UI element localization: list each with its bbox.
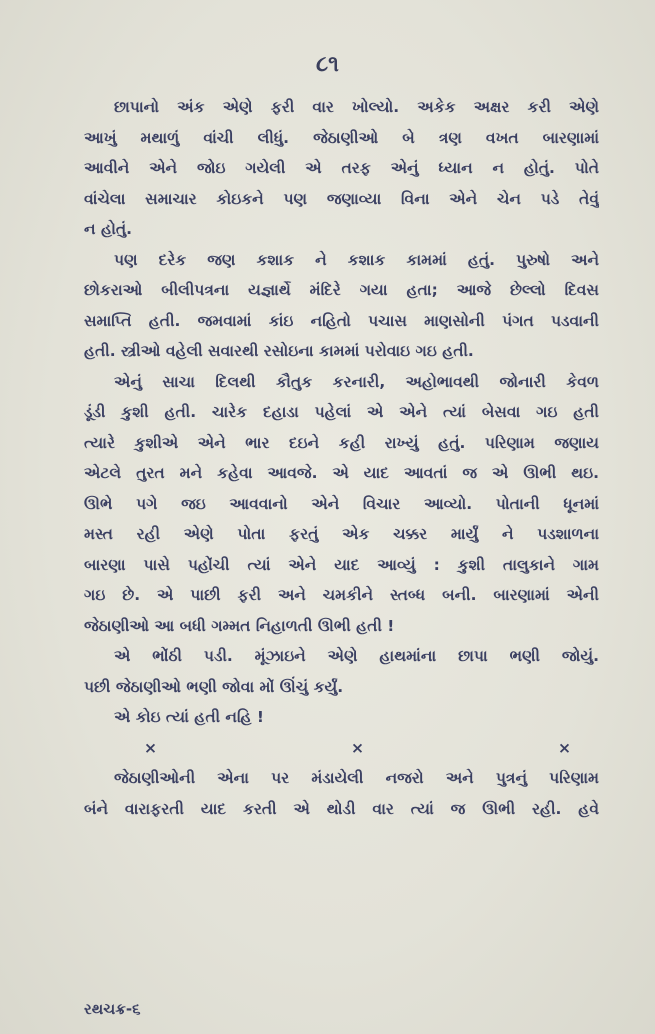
text-line: ગઇ છે. એ પાછી ફરી અને ચમકીને સ્તબ્ધ બની. બારણામાં એની <box>84 586 599 604</box>
text-line: એ ભોંઠી પડી. મૂંઝાઇને એણે હાથમાંના છાપા ભણી જોયું. <box>114 647 599 665</box>
text-line: મસ્ત રહી એણે પોતા ફરતું એક ચક્કર માર્યું ને પડશાળના <box>84 525 599 543</box>
text-line: ઊભે પગે જઇ આવવાનો એને વિચાર આવ્યો. પોતાની ધૂનમાં <box>84 494 599 513</box>
text-line: એટલે તુરત મને કહેવા આવજે. એ યાદ આવતાં જ એ ઊભી થઇ. <box>84 464 599 482</box>
text-line: ડૂંડી કુશી હતી. ચારેક દહાડા પહેલાં એ એને ત્યાં બેસવા ગઇ હતી <box>84 403 599 421</box>
text-line: જેઠાણીઓની એના પર મંડાયેલી નજરો અને પુત્રનું પરિણામ <box>114 769 599 787</box>
separator-mark: × <box>144 738 157 757</box>
text-line: એ કોઇ ત્યાં હતી નહિ ! <box>114 708 264 726</box>
separator-mark: × <box>558 738 571 757</box>
paragraphs-block-after <box>84 763 599 824</box>
text-line: જેઠાણીઓ આ બધી ગમ્મત નિહાળતી ઊભી હતી ! <box>84 616 395 635</box>
text-line: સમાપ્તિ હતી. જમવામાં કાંઇ નહિતો પચાસ માણસોની પંગત પડવાની <box>84 311 599 330</box>
text-line: ત્યારે કુશીએ એને ભાર દઇને કહી રાખ્યું હતું. પરિણામ જણાય <box>84 433 599 452</box>
text-line: ન હોતું. <box>84 220 133 238</box>
paragraphs-block <box>84 92 599 733</box>
section-separator <box>84 733 599 764</box>
text-line: બારણા પાસે પહોંચી ત્યાં એને યાદ આવ્યું : કુશી તાલુકાને ગામ <box>84 555 599 574</box>
text-line: આવીને એને જોઇ ગયેલી એ તરફ એનું ધ્યાન ન હોતું. પોતે <box>84 159 599 177</box>
page-number: ૮૧ <box>316 52 339 77</box>
text-line: એનું સાચા દિલથી કૌતુક કરનારી, અહોભાવથી જોનારી કેવળ <box>114 372 599 391</box>
footer-signature: રથચક્ર-૬ <box>84 1000 141 1018</box>
text-line: છોકરાઓ બીલીપત્રના યજ્ઞાર્થે મંદિરે ગયા હતા; આજે છેલ્લો દિવસ <box>84 281 599 299</box>
text-line: વાંચેલા સમાચાર કોઇકને પણ જણાવ્યા વિના એને ચેન પડે તેવું <box>84 189 599 208</box>
text-line: હતી. સ્ત્રીઓ વહેલી સવારથી રસોઇના કામમાં પરોવાઇ ગઇ હતી. <box>84 342 474 360</box>
text-line: છાપાનો અંક એણે ફરી વાર ખોલ્યો. અકેક અક્ષર કરી એણે <box>114 98 599 116</box>
text-line: પણ દરેક જણ કશાક ને કશાક કામમાં હતું. પુરુષો અને <box>114 250 599 269</box>
text-line: પછી જેઠાણીઓ ભણી જોવા મોં ઊંચું કર્યું. <box>84 677 344 696</box>
text-line: બંને વારાફરતી યાદ કરતી એ થોડી વાર ત્યાં જ ઊભી રહી. હવે <box>84 799 599 818</box>
separator-mark: × <box>351 738 364 757</box>
text-line: આખું મથાળું વાંચી લીધું. જેઠાણીઓ બે ત્રણ વખત બારણામાં <box>84 128 599 147</box>
body-text <box>84 92 599 824</box>
